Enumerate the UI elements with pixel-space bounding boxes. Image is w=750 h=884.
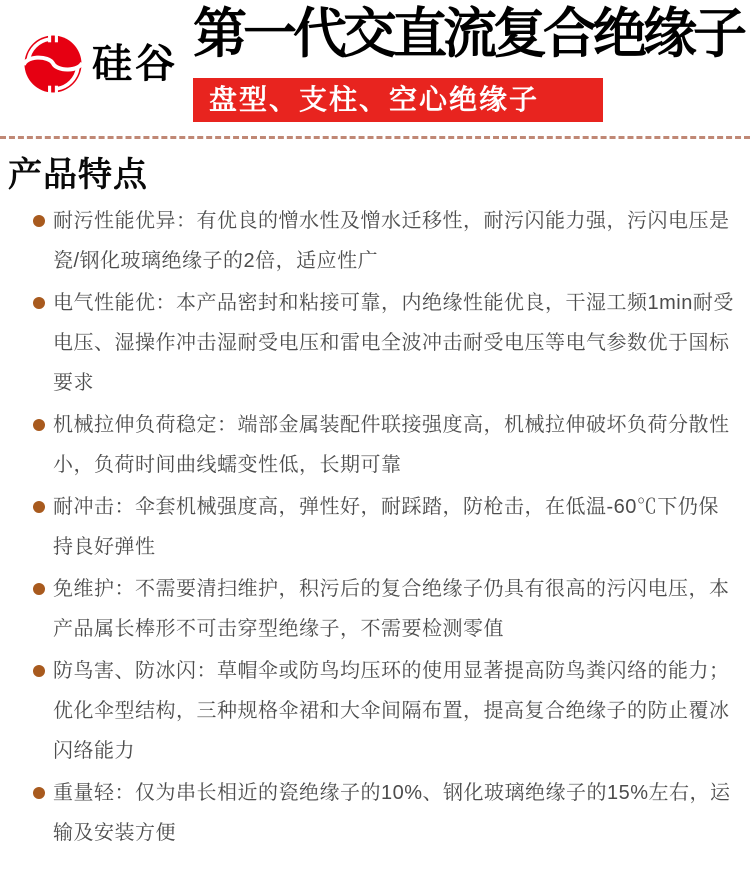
page-header: [0, 0, 750, 136]
feature-line: 输及安装方便: [53, 822, 176, 844]
feature-line: 机械拉伸负荷稳定：端部金属装配件联接强度高，机械拉伸破坏负荷分散性: [53, 414, 730, 436]
company-logo-icon: [22, 33, 84, 95]
feature-item: [33, 201, 730, 281]
feature-line: 防鸟害、防冰闪：草帽伞或防鸟均压环的使用显著提高防鸟粪闪络的能力；: [53, 660, 730, 682]
feature-line: 耐冲击：伞套机械强度高，弹性好，耐踩踏，防枪击，在低温-60℃下仍保: [53, 496, 719, 518]
feature-line: 重量轻：仅为串长相近的瓷绝缘子的10%、钢化玻璃绝缘子的15%左右，运: [53, 782, 731, 804]
feature-line: 产品属长棒形不可击穿型绝缘子，不需要检测零值: [53, 618, 504, 640]
feature-line: 耐污性能优异：有优良的憎水性及憎水迁移性，耐污闪能力强，污闪电压是: [53, 210, 730, 232]
feature-line: 瓷/钢化玻璃绝缘子的2倍，适应性广: [53, 250, 379, 272]
dashed-divider: [0, 136, 750, 139]
section-title: 产品特点: [8, 156, 148, 194]
brand-name: 硅谷: [92, 42, 178, 86]
page-title: 第一代交直流复合绝缘子: [193, 4, 743, 64]
feature-line: 电气性能优：本产品密封和粘接可靠，内绝缘性能优良，干湿工频1min耐受: [53, 292, 734, 314]
feature-list: [8, 201, 734, 853]
feature-item: [33, 651, 730, 771]
feature-item: [33, 405, 730, 485]
content-area: [0, 152, 750, 853]
feature-item: [33, 773, 731, 853]
feature-line: 免维护：不需要清扫维护，积污后的复合绝缘子仍具有很高的污闪电压，本: [53, 578, 730, 600]
feature-item: [33, 487, 719, 567]
brand-logo: [22, 33, 178, 95]
feature-line: 小，负荷时间曲线蠕变性低，长期可靠: [53, 454, 402, 476]
feature-item: [33, 283, 734, 403]
subtitle-banner: 盘型、支柱、空心绝缘子: [193, 78, 603, 122]
feature-line: 要求: [53, 372, 94, 394]
feature-line: 闪络能力: [53, 740, 135, 762]
feature-item: [33, 569, 730, 649]
feature-line: 持良好弹性: [53, 536, 156, 558]
feature-line: 电压、湿操作冲击湿耐受电压和雷电全波冲击耐受电压等电气参数优于国标: [53, 332, 730, 354]
feature-line: 优化伞型结构，三种规格伞裙和大伞间隔布置，提高复合绝缘子的防止覆冰: [53, 700, 730, 722]
